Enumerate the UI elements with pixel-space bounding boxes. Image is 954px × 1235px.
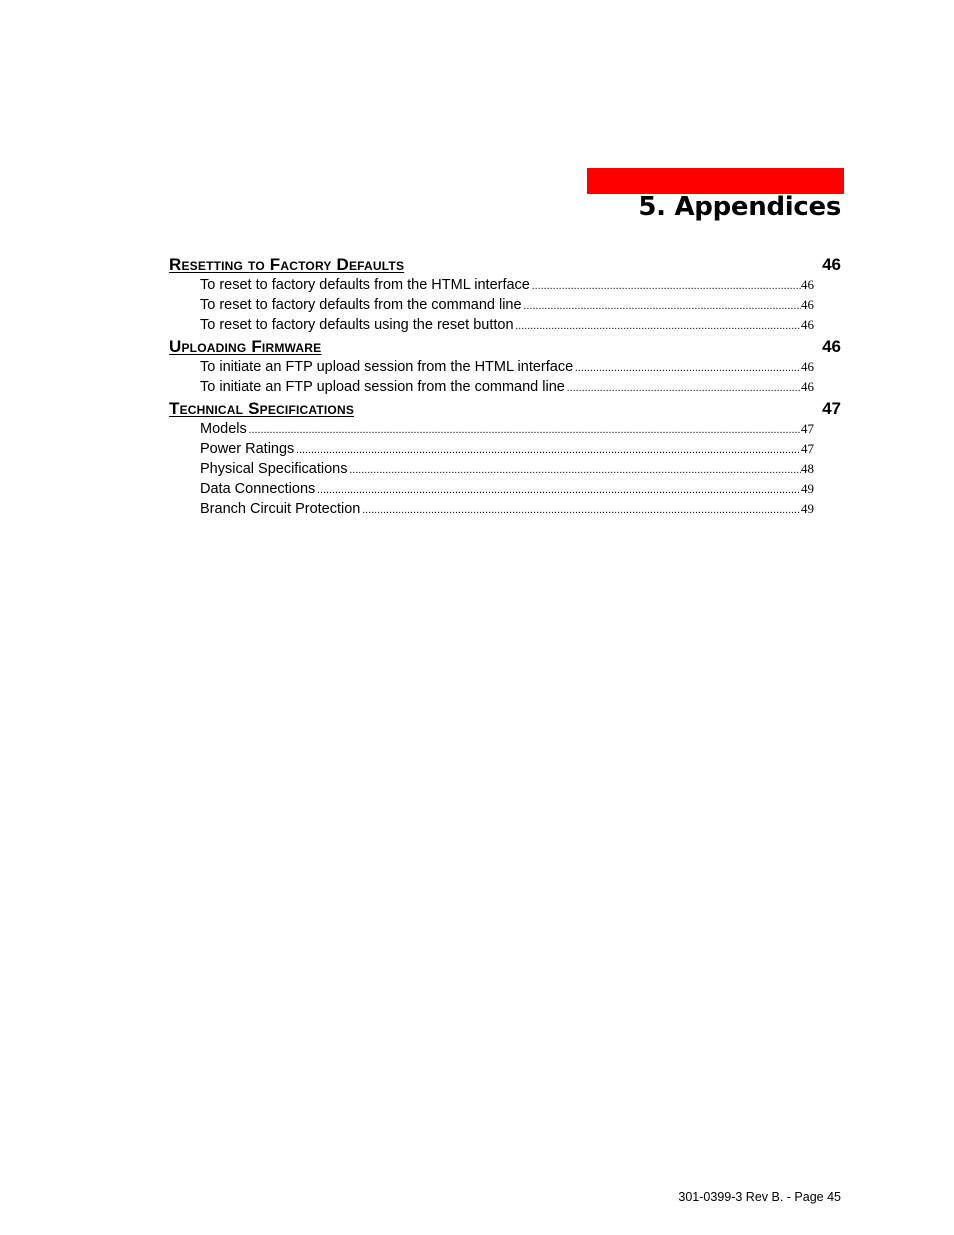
toc-dot-leader [532, 278, 801, 296]
toc-dot-leader [567, 380, 801, 398]
toc-entry-page: 46 [801, 277, 814, 292]
page-footer: 301-0399-3 Rev B. - Page 45 [678, 1190, 841, 1204]
toc-entry[interactable] [200, 378, 814, 398]
toc-entry-title: Branch Circuit Protection [200, 501, 361, 517]
toc-dot-leader [362, 502, 801, 520]
toc-entry[interactable] [200, 440, 814, 460]
toc-dot-leader [296, 442, 801, 460]
table-of-contents [169, 254, 841, 520]
toc-entry-page: 46 [801, 379, 814, 394]
toc-section-heading[interactable] [169, 254, 841, 276]
chapter-title: 5. Appendices [638, 192, 841, 222]
toc-entry[interactable] [200, 296, 814, 316]
toc-entry[interactable] [200, 420, 814, 440]
toc-dot-leader [575, 360, 801, 378]
toc-section-page: 46 [822, 255, 841, 274]
toc-entry-page: 48 [801, 461, 814, 476]
toc-entry-title: Models [200, 421, 247, 437]
toc-entry[interactable] [200, 276, 814, 296]
toc-section-heading[interactable] [169, 398, 841, 420]
toc-entry-page: 49 [801, 501, 814, 516]
toc-entry-page: 47 [801, 441, 814, 456]
toc-entry-page: 46 [801, 359, 814, 374]
toc-section-title: Technical Specifications [169, 399, 355, 418]
toc-entry-title: Power Ratings [200, 441, 295, 457]
toc-dot-leader [249, 422, 801, 440]
toc-entry[interactable] [200, 480, 814, 500]
toc-entry-page: 49 [801, 481, 814, 496]
toc-entry-title: To reset to factory defaults using the reset button [200, 317, 514, 333]
toc-entry-page: 46 [801, 297, 814, 312]
toc-entry-page: 46 [801, 317, 814, 332]
toc-section-title: Resetting to Factory Defaults [169, 255, 405, 274]
toc-entry[interactable] [200, 358, 814, 378]
chapter-accent-bar [587, 168, 844, 194]
toc-section-title: Uploading Firmware [169, 337, 322, 356]
toc-section-page: 47 [822, 399, 841, 418]
toc-entry-title: To reset to factory defaults from the command line [200, 297, 522, 313]
toc-entry-title: To reset to factory defaults from the HTML interface [200, 277, 530, 293]
toc-dot-leader [350, 462, 802, 480]
toc-entry[interactable] [200, 316, 814, 336]
toc-entry-page: 47 [801, 421, 814, 436]
toc-entry-title: Data Connections [200, 481, 316, 497]
toc-dot-leader [516, 318, 801, 336]
toc-dot-leader [317, 482, 801, 500]
toc-section-page: 46 [822, 337, 841, 356]
toc-entry[interactable] [200, 500, 814, 520]
toc-entry[interactable] [200, 460, 814, 480]
toc-entry-title: Physical Specifications [200, 461, 348, 477]
toc-dot-leader [524, 298, 801, 316]
toc-entry-title: To initiate an FTP upload session from the HTML interface [200, 359, 574, 375]
toc-entry-title: To initiate an FTP upload session from the command line [200, 379, 565, 395]
toc-section-heading[interactable] [169, 336, 841, 358]
